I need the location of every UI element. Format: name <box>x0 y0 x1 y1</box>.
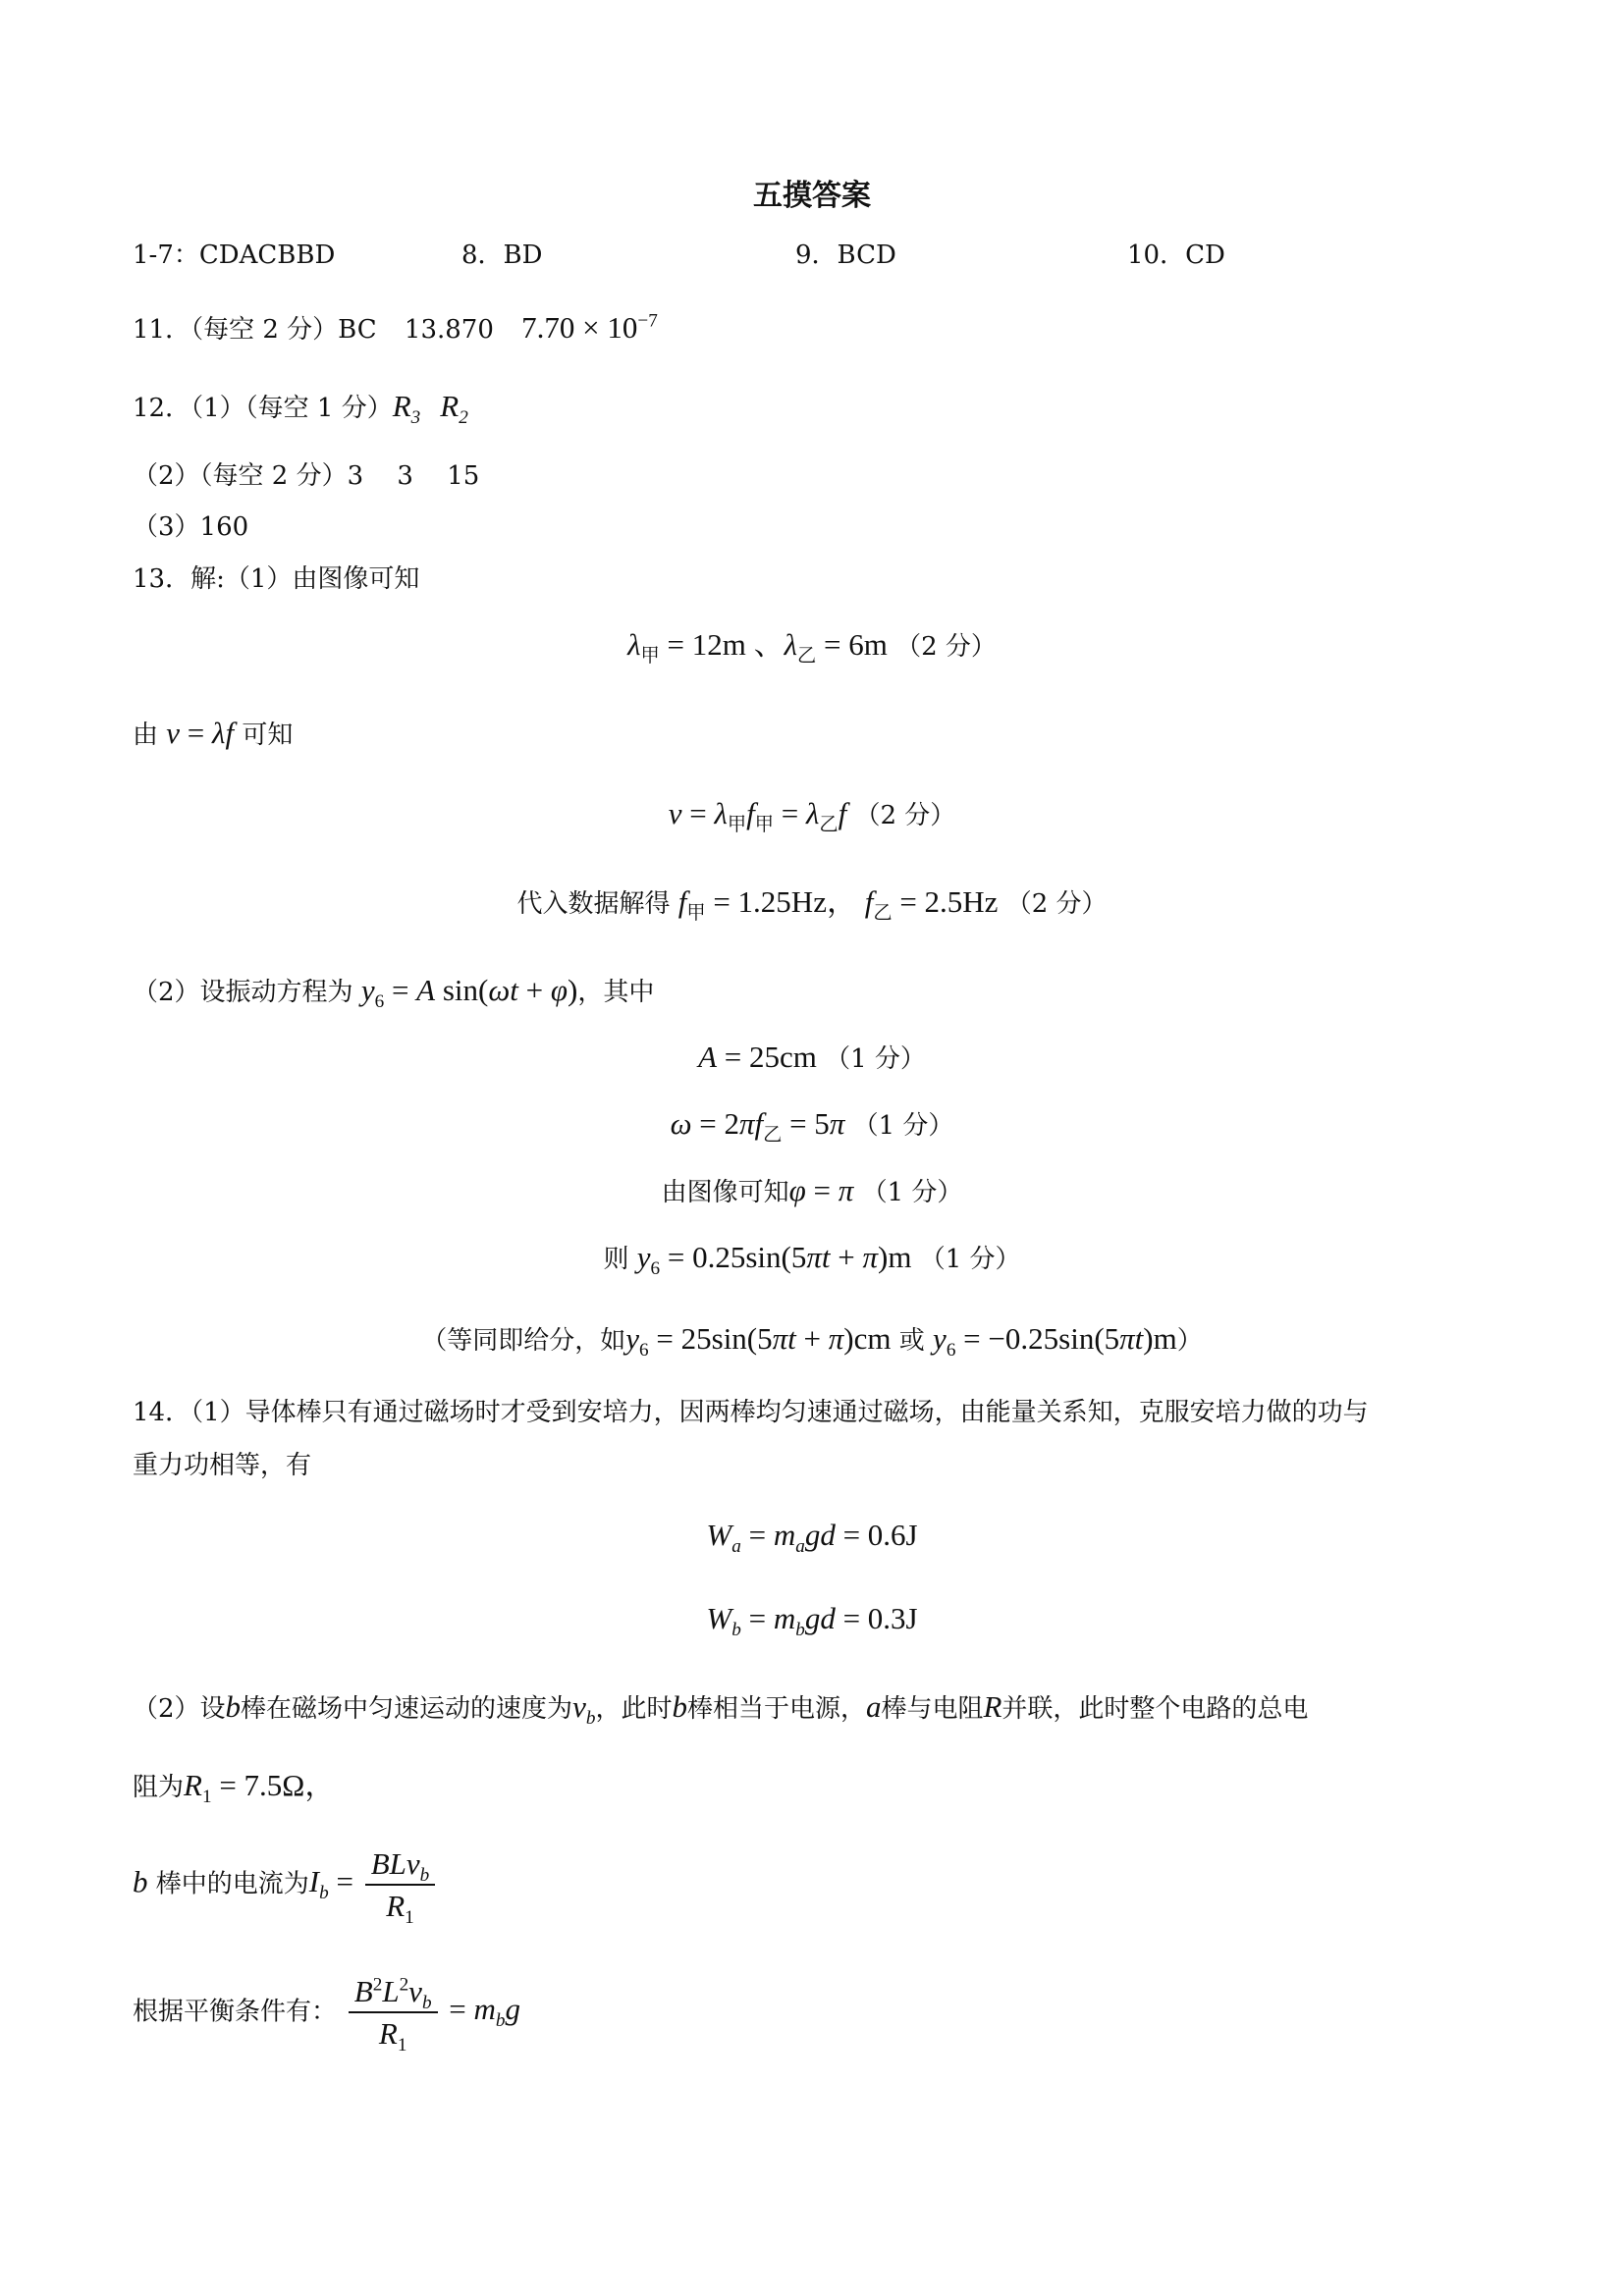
answer-12-part-2: （2）（每空 2 分）3 3 15 <box>133 461 480 491</box>
equation-omega: $\omega = 2\pi f_乙 = 5\pi$ （1 分） <box>670 1106 954 1147</box>
equation-y6: 则 $y_6 = 0.25\sin(5\pi t + \pi)m$ （1 分） <box>603 1240 1021 1280</box>
equation-wavelengths: $\lambda_甲 = 12m$ 、$\lambda_乙 = 6m$ （2 分） <box>627 627 997 667</box>
equation-current-b: b 棒中的电流为$I_b$ = $\frac{BLv_b}{R_1}$ <box>133 1845 439 1924</box>
page-title: 五摸答案 <box>753 179 871 213</box>
equation-work-b: $W_b = m_bgd = 0.3J$ <box>706 1601 918 1641</box>
answer-11-value-1: 13.870 <box>404 315 494 345</box>
equation-velocity: $v = \lambda_甲f_甲 = \lambda_乙f$ （2 分） <box>668 796 956 836</box>
equation-work-a: $W_a = m_agd = 0.6J$ <box>706 1518 918 1558</box>
text-total-resistance: 阻为$R_1 = 7.5\Omega$， <box>133 1768 336 1808</box>
answer-12-part-1: 12．（1）（每空 1 分）$R_3$ $R_2$ <box>133 389 468 429</box>
equation-phase: 由图像可知φ = π （1 分） <box>661 1173 963 1207</box>
answer-1-7: 1-7：CDACBBD <box>133 240 336 270</box>
text-vibration-equation: （2）设振动方程为 $y_6 = A$ sin(ωt + φ)，其中 <box>133 973 655 1013</box>
answer-14-line-1: 14．（1）导体棒只有通过磁场时才受到安培力，因两棒均匀速通过磁场，由能量关系知，克服安培力做的功与 <box>133 1398 1369 1427</box>
answer-11 <box>133 309 658 346</box>
answer-9: 9．BCD <box>795 240 896 270</box>
answer-14-line-2: 重力功相等，有 <box>133 1451 312 1480</box>
answer-12-prefix: 12．（1）（每空 1 分） <box>133 394 393 423</box>
equation-frequencies-score: （2 分） <box>1005 889 1108 919</box>
equation-balance: 根据平衡条件有： $\frac{B^2L^2v_b}{R_1}$ = $m_bg$ <box>133 1974 521 2056</box>
answer-14-part-2: （2）设b棒在磁场中匀速运动的速度为$v_b$，此时b棒相当于电源，a棒与电阻R并联，此时整个电路的总电 <box>133 1689 1309 1730</box>
answer-8: 8．BD <box>461 240 543 270</box>
equation-frequencies: 代入数据解得 $f_甲 = 1.25Hz$， $f_乙 = 2.5Hz$ （2 分） <box>516 884 1108 925</box>
equation-velocity-score: （2 分） <box>854 801 956 830</box>
answer-13-intro: 13．解:（1）由图像可知 <box>133 564 420 594</box>
answer-11-value-2: $7.70 \times 10^{-7}$ <box>521 310 658 345</box>
equation-wavelengths-score: （2 分） <box>895 632 997 662</box>
equation-amplitude: A = 25cm （1 分） <box>698 1040 926 1074</box>
answer-12-part-3: （3）160 <box>133 512 249 542</box>
equation-alternatives: （等同即给分，如$y_6 = 25\sin(5\pi t + \pi)cm$ 或 $y_6 = -0.25\sin(5\pi t)m$） <box>421 1321 1203 1362</box>
answer-10: 10．CD <box>1127 240 1225 270</box>
text-wave-relation: 由 v = λf 可知 <box>133 716 294 750</box>
answer-11-prefix: 11．（每空 2 分）BC <box>133 315 377 345</box>
